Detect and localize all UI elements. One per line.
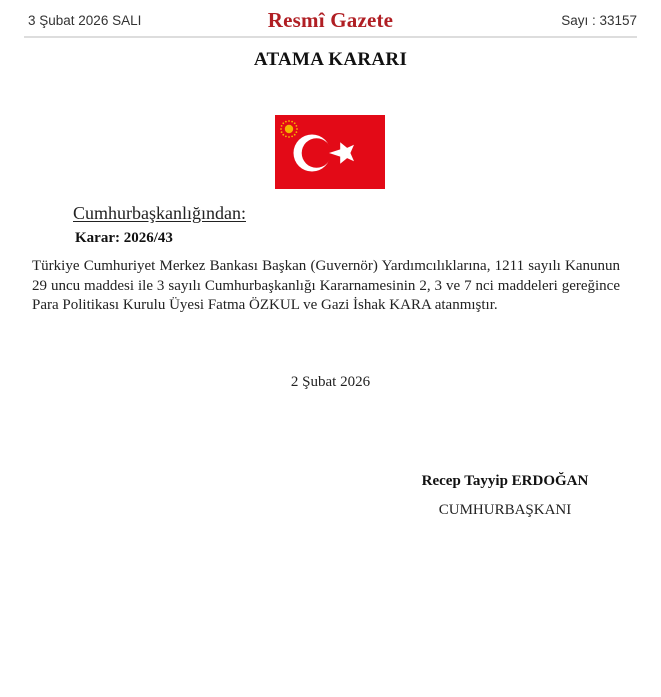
turkish-presidential-flag-icon bbox=[275, 115, 385, 189]
signature-block bbox=[400, 472, 610, 519]
signatory-name: Recep Tayyip ERDOĞAN bbox=[421, 473, 589, 489]
document-title: ATAMA KARARI bbox=[253, 49, 408, 70]
publication-date: 3 Şubat 2026 SALI bbox=[28, 13, 142, 28]
signatory-title: CUMHURBAŞKANI bbox=[438, 502, 572, 518]
issue-number: Sayı : 33157 bbox=[561, 13, 637, 28]
decision-number: Karar: 2026/43 bbox=[75, 230, 173, 246]
decision-body-text: Türkiye Cumhuriyet Merkez Bankası Başkan (Guvernör) Yardımcılıklarına, 1211 sayılı Kanunun 29 uncu maddesi ile 3 sayılı Cumhurbaşkanlığı Kararnamesinin 2, 3 ve 7 nci maddeleri gereğince Para Politikası Kurulu Üyesi Fatma ÖZKUL ve Gazi İshak KARA atanmıştır. bbox=[32, 258, 620, 313]
issuing-authority: Cumhurbaşkanlığından: bbox=[73, 203, 246, 223]
gazette-title: Resmî Gazete bbox=[267, 8, 394, 32]
decision-date: 2 Şubat 2026 bbox=[290, 374, 371, 390]
gazette-header bbox=[24, 8, 637, 38]
